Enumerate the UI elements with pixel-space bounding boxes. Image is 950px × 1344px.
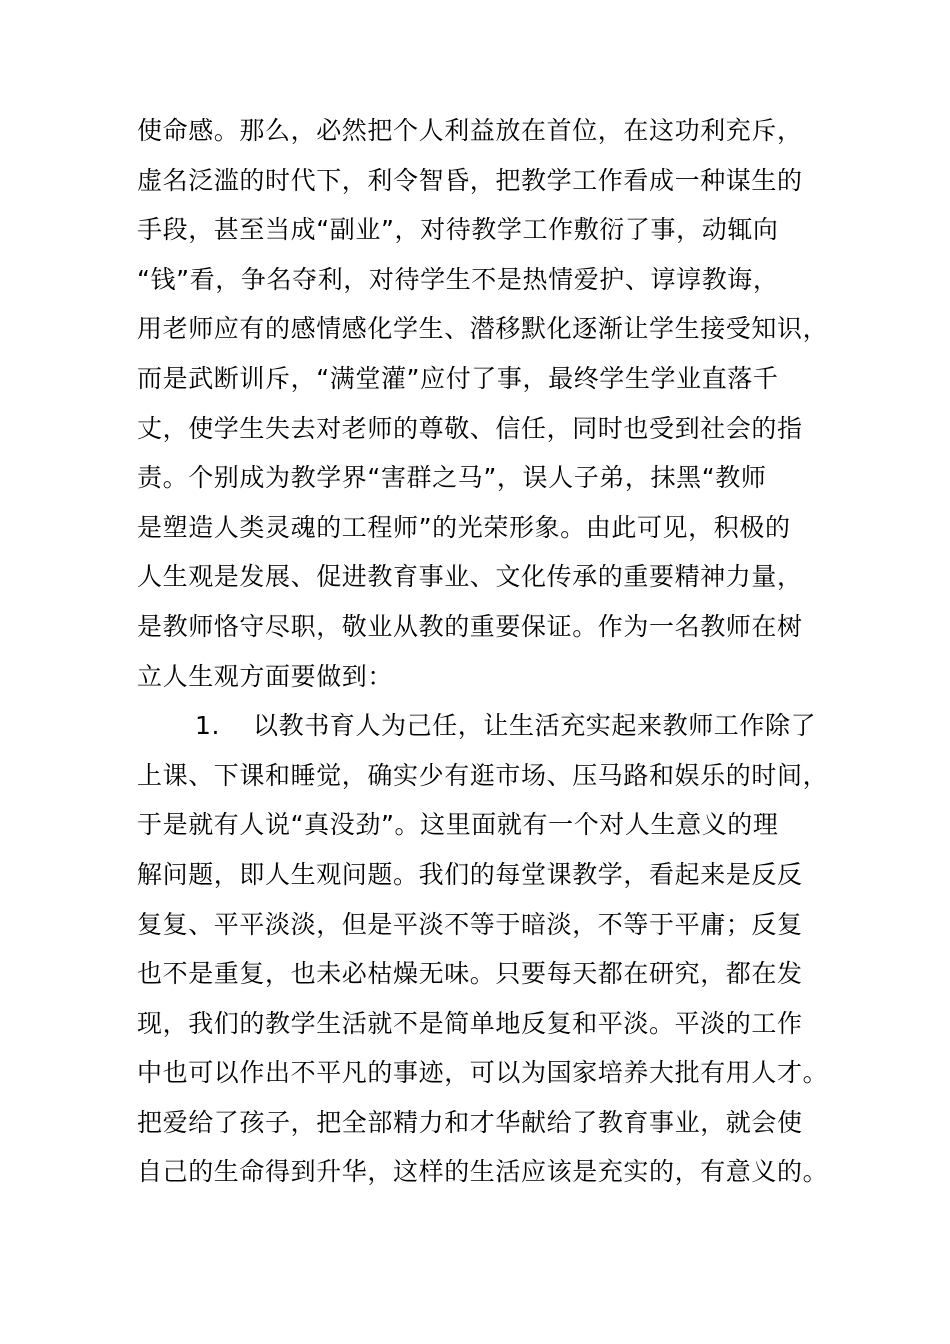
text-line: 责。个别成为教学界“害群之马”，误人子弟，抹黑“教师	[137, 463, 767, 493]
list-item-first-line	[137, 701, 837, 751]
text-line: 立人生观方面要做到：	[137, 661, 394, 691]
text-line: 人生观是发展、促进教育事业、文化传承的重要精神力量，	[137, 562, 803, 592]
text-line: 虚名泛滥的时代下，利令智昏，把教学工作看成一种谋生的	[137, 165, 803, 195]
text-line: 中也可以作出不平凡的事迹，可以为国家培养大批有用人才。	[137, 1058, 829, 1088]
text-line: 复复、平平淡淡，但是平淡不等于暗淡，不等于平庸；反复	[137, 909, 803, 939]
text-line: “钱”看，争名夺利，对待学生不是热情爱护、谆谆教诲，	[137, 264, 779, 294]
paragraph-1	[137, 106, 837, 701]
text-line: 而是武断训斥，“满堂灌”应付了事，最终学生学业直落千	[137, 363, 779, 393]
text-line: 使命感。那么，必然把个人利益放在首位，在这功利充斥，	[137, 116, 803, 145]
body-text	[137, 106, 837, 1197]
text-line: 是教师恪守尽职，敬业从教的重要保证。作为一名教师在树	[137, 611, 803, 641]
list-item-text: 以教书育人为己任，让生活充实起来教师工作除了	[253, 711, 817, 741]
text-line: 也不是重复，也未必枯燥无味。只要每天都在研究，都在发	[137, 959, 803, 989]
list-number: 1.	[195, 711, 221, 741]
text-line: 上课、下课和睡觉，确实少有逛市场、压马路和娱乐的时间，	[137, 760, 829, 790]
text-line: 把爱给了孩子，把全部精力和才华献给了教育事业，就会使	[137, 1107, 803, 1137]
text-line: 于是就有人说“真没劲”。这里面就有一个对人生意义的理	[137, 810, 779, 840]
text-line: 手段，甚至当成“副业”，对待教学工作敷衍了事，动辄向	[137, 215, 779, 245]
paragraph-2	[137, 701, 837, 1197]
text-line: 自己的生命得到升华，这样的生活应该是充实的，有意义的。	[137, 1157, 829, 1187]
text-line: 是塑造人类灵魂的工程师”的光荣形象。由此可见，积极的	[137, 512, 791, 542]
text-line: 用老师应有的感情感化学生、潜移默化逐渐让学生接受知识，	[137, 314, 829, 344]
text-line: 丈，使学生失去对老师的尊敬、信任，同时也受到社会的指	[137, 413, 803, 443]
text-line: 解问题，即人生观问题。我们的每堂课教学，看起来是反反	[137, 859, 803, 889]
text-line: 现，我们的教学生活就不是简单地反复和平淡。平淡的工作	[137, 1008, 803, 1038]
